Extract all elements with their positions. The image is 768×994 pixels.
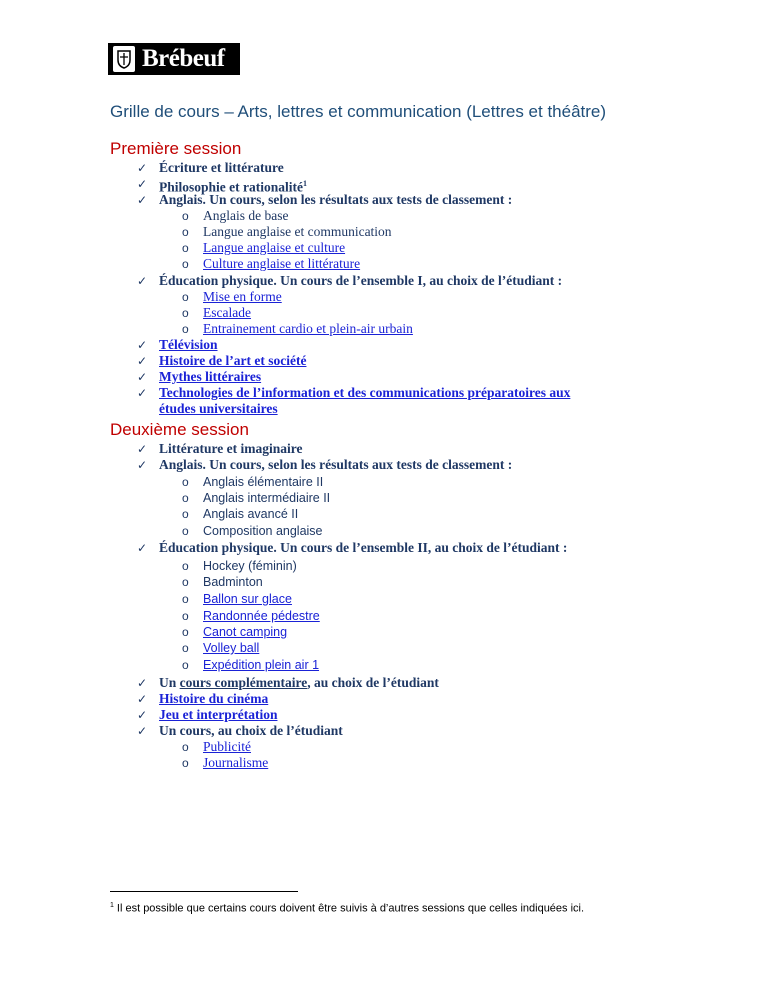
option-link[interactable]: Mise en forme bbox=[203, 289, 282, 304]
check-icon: ✓ bbox=[137, 541, 148, 555]
check-icon: ✓ bbox=[137, 274, 148, 288]
footnote-text: Il est possible que certains cours doivent être suivis à d’autres sessions que celles indiquées ici. bbox=[116, 902, 585, 915]
bullet-icon: o bbox=[182, 756, 189, 770]
brebeuf-logo bbox=[108, 43, 240, 75]
bullet-icon: o bbox=[182, 575, 189, 589]
check-icon: ✓ bbox=[137, 161, 148, 175]
option-link[interactable]: Escalade bbox=[203, 305, 251, 320]
bullet-icon: o bbox=[182, 524, 189, 538]
bullet-icon: o bbox=[182, 625, 189, 639]
option: Badminton bbox=[203, 575, 263, 589]
option-link[interactable]: Langue anglaise et culture bbox=[203, 240, 346, 255]
bullet-icon: o bbox=[182, 209, 189, 223]
check-icon: ✓ bbox=[137, 676, 148, 690]
course-item: Un cours, au choix de l’étudiant bbox=[159, 723, 343, 738]
check-icon: ✓ bbox=[137, 354, 148, 368]
option: Anglais de base bbox=[203, 208, 289, 223]
bullet-icon: o bbox=[182, 491, 189, 505]
option: Anglais élémentaire II bbox=[203, 475, 324, 489]
bullet-icon: o bbox=[182, 641, 189, 655]
bullet-icon: o bbox=[182, 609, 189, 623]
bullet-icon: o bbox=[182, 322, 189, 336]
session-1-title: Première session bbox=[110, 139, 242, 158]
course-item: Un cours complémentaire, au choix de l’étudiant bbox=[159, 675, 439, 690]
bullet-icon: o bbox=[182, 241, 189, 255]
check-icon: ✓ bbox=[137, 442, 148, 456]
course-link[interactable]: Histoire de l’art et société bbox=[159, 353, 307, 368]
option: Anglais intermédiaire II bbox=[203, 491, 331, 505]
check-icon: ✓ bbox=[137, 458, 148, 472]
option: Hockey (féminin) bbox=[203, 559, 297, 573]
course-item: Philosophie et rationalité$^1$ bbox=[159, 179, 307, 195]
check-icon: ✓ bbox=[137, 370, 148, 384]
bullet-icon: o bbox=[182, 592, 189, 606]
course-item: Écriture et littérature bbox=[159, 160, 284, 175]
complementary-course-link[interactable]: cours complémentaire bbox=[179, 675, 308, 690]
check-icon: ✓ bbox=[137, 386, 148, 400]
bullet-icon: o bbox=[182, 475, 189, 489]
course-link[interactable]: Jeu et interprétation bbox=[159, 707, 278, 722]
option-link[interactable]: Ballon sur glace bbox=[203, 592, 292, 606]
option-link[interactable]: Volley ball bbox=[203, 641, 260, 655]
option: Anglais avancé II bbox=[203, 507, 299, 521]
bullet-icon: o bbox=[182, 257, 189, 271]
option-link[interactable]: Publicité bbox=[203, 739, 251, 754]
option-link[interactable]: Randonnée pédestre bbox=[203, 609, 320, 623]
brand-name: Brébeuf bbox=[142, 45, 225, 72]
option: Langue anglaise et communication bbox=[203, 224, 392, 239]
option: Composition anglaise bbox=[203, 524, 323, 538]
course-item: Anglais. Un cours, selon les résultats aux tests de classement : bbox=[159, 192, 513, 207]
course-item: Éducation physique. Un cours de l’ensemble II, au choix de l’étudiant : bbox=[159, 540, 568, 555]
course-link[interactable]: Technologies de l’information et des communications préparatoires aux bbox=[159, 385, 571, 400]
option-link[interactable]: Canot camping bbox=[203, 625, 288, 639]
option-link[interactable]: Culture anglaise et littérature bbox=[203, 256, 361, 271]
option-link[interactable]: Entrainement cardio et plein-air urbain bbox=[203, 321, 413, 336]
option-link[interactable]: Journalisme bbox=[203, 755, 269, 770]
check-icon: ✓ bbox=[137, 724, 148, 738]
course-link[interactable]: études universitaires bbox=[159, 401, 278, 416]
footnote-ref[interactable]: 1 bbox=[303, 179, 307, 188]
bullet-icon: o bbox=[182, 306, 189, 320]
check-icon: ✓ bbox=[137, 193, 148, 207]
check-icon: ✓ bbox=[137, 692, 148, 706]
bullet-icon: o bbox=[182, 559, 189, 573]
footnote-number: 1 bbox=[110, 902, 114, 909]
bullet-icon: o bbox=[182, 507, 189, 521]
course-link[interactable]: Télévision bbox=[159, 337, 218, 352]
check-icon: ✓ bbox=[137, 708, 148, 722]
check-icon: ✓ bbox=[137, 338, 148, 352]
course-item: Littérature et imaginaire bbox=[159, 441, 303, 456]
course-item: Éducation physique. Un cours de l’ensemble I, au choix de l’étudiant : bbox=[159, 273, 563, 288]
session-2-title: Deuxième session bbox=[110, 420, 249, 439]
bullet-icon: o bbox=[182, 290, 189, 304]
footnote-separator bbox=[110, 891, 298, 892]
bullet-icon: o bbox=[182, 225, 189, 239]
footnote bbox=[110, 902, 584, 915]
course-link[interactable]: Histoire du cinéma bbox=[159, 691, 269, 706]
bullet-icon: o bbox=[182, 658, 189, 672]
course-link[interactable]: Mythes littéraires bbox=[159, 369, 262, 384]
page-title: Grille de cours – Arts, lettres et communication (Lettres et théâtre) bbox=[110, 102, 607, 121]
check-icon: ✓ bbox=[137, 177, 148, 191]
course-item: Anglais. Un cours, selon les résultats aux tests de classement : bbox=[159, 457, 513, 472]
bullet-icon: o bbox=[182, 740, 189, 754]
option-link[interactable]: Expédition plein air 1 bbox=[203, 658, 320, 672]
crest-icon bbox=[113, 46, 135, 72]
